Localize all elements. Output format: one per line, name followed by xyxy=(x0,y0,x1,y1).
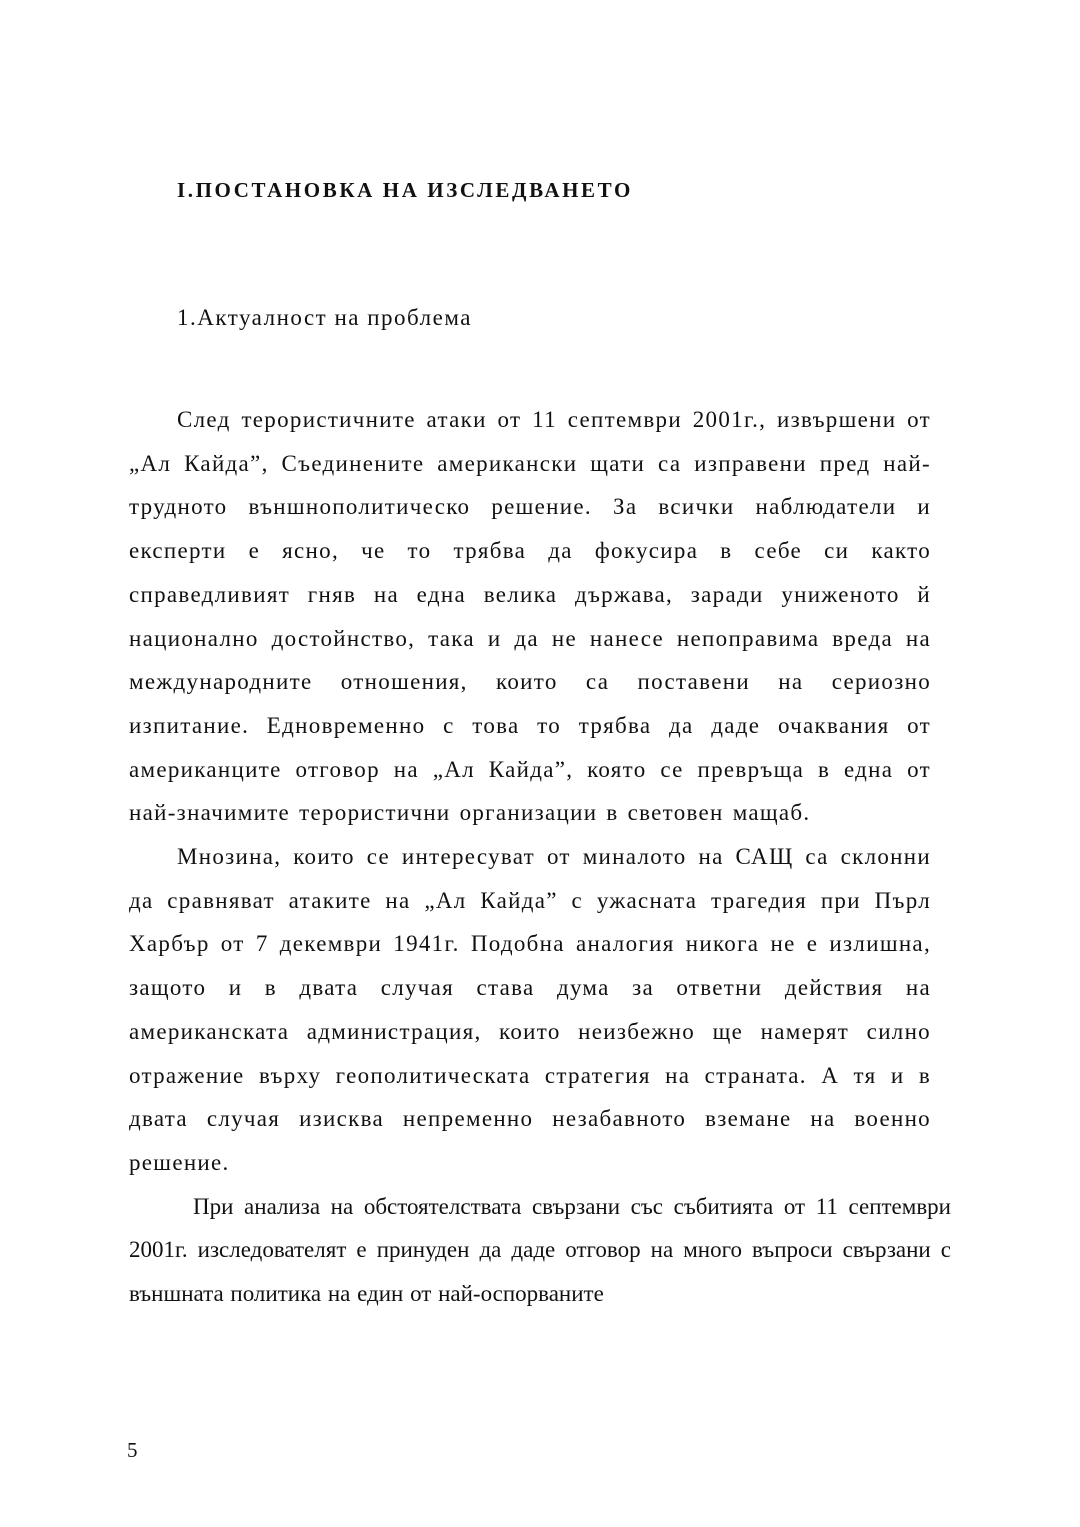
paragraph-1: След терористичните атаки от 11 септември 2001г., извършени от „Ал Кайда”, Съединените американски щати са изправени пред най-трудното външнополитическо решение. За всички наблюдатели и експерти е ясно, че то трябва да фокусира в себе си както справедливият гняв на една велика държава, заради униженото й национално достойнство, така и да не нанесе непоправима вреда на международните отношения, които са поставени на сериозно изпитание. Едновременно с това то трябва да даде очаквания от американците отговор на „Ал Кайда”, която се превръща в една от най-значимите терористични организации в световен мащаб. xyxy=(129,407,931,826)
body-text xyxy=(129,398,951,1316)
paragraph-3: При анализа на обстоятелствата свързани със събитията от 11 септември 2001г. изследователят е принуден да даде отговор на много въпроси свързани с външната политика на един от най-оспорваните xyxy=(129,1193,951,1307)
subsection-heading: 1.Актуалност на проблема xyxy=(177,305,472,330)
page-number: 5 xyxy=(127,1438,138,1462)
paragraph-2: Мнозина, които се интересуват от миналото на САЩ са склонни да сравняват атаките на „Ал Кайда” с ужасната трагедия при Пърл Харбър от 7 декември 1941г. Подобна аналогия никога не е излишна, защото и в двата случая става дума за ответни действия на американската администрация, които неизбежно ще намерят силно отражение върху геополитическата стратегия на страната. А тя и в двата случая изисква непременно незабавното вземане на военно решение. xyxy=(129,844,931,1175)
section-heading: I.ПОСТАНОВКА НА ИЗСЛЕДВАНЕТО xyxy=(177,178,633,202)
